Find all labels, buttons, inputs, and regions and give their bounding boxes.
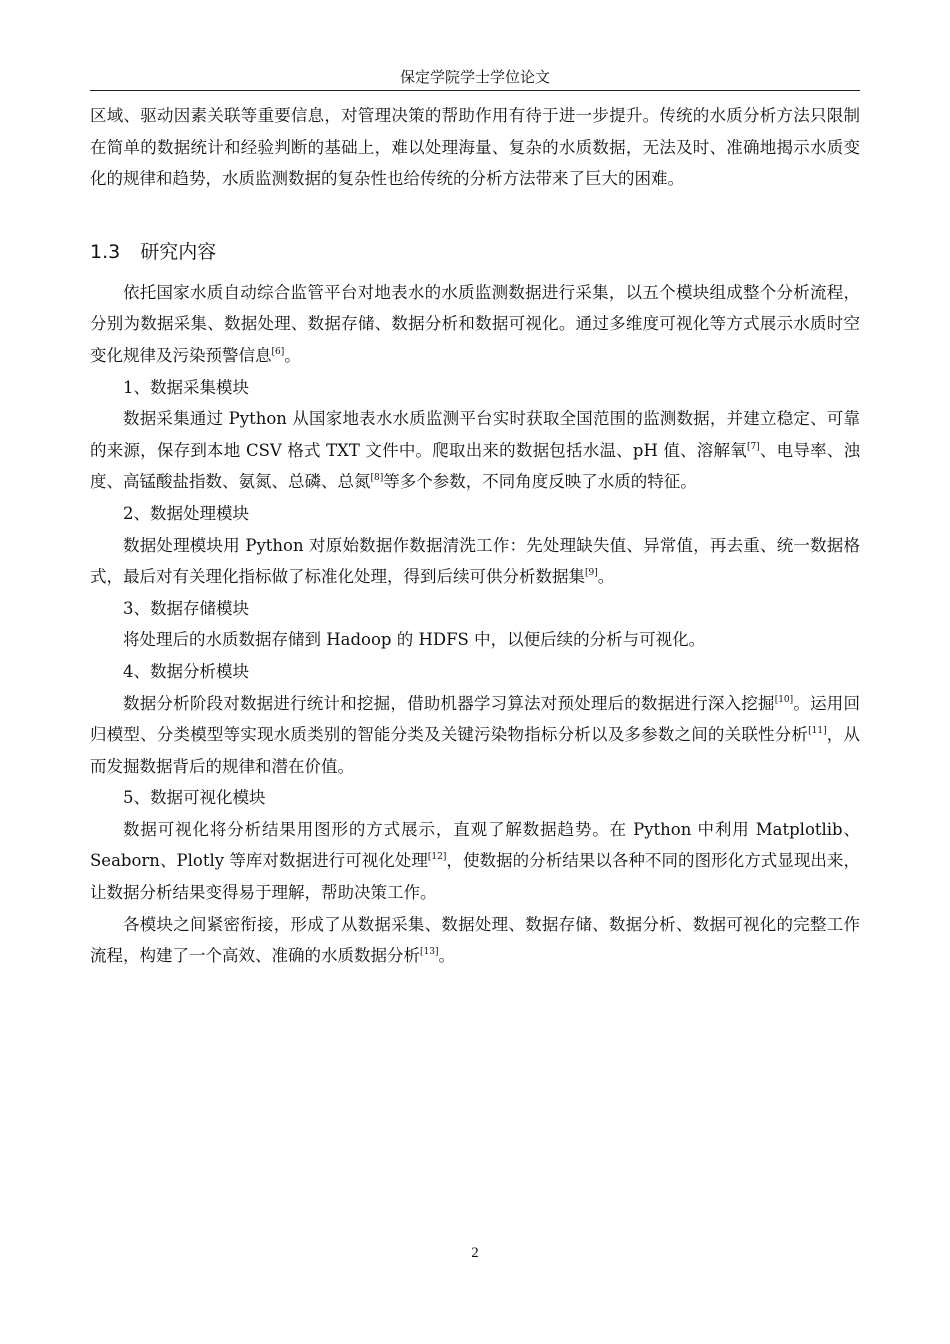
punctuation: 。 bbox=[284, 345, 301, 365]
paragraph-text: 依托国家水质自动综合监管平台对地表水的水质监测数据进行采集，以五个模块组成整个分析流程，分别为数据采集、数据处理、数据存储、数据分析和数据可视化。通过多维度可视化等方式展示水质时空变化规律及污染预警信息 bbox=[90, 282, 860, 365]
intro-paragraph bbox=[90, 277, 860, 372]
section-number: 1.3 bbox=[90, 240, 121, 263]
page-number: 2 bbox=[471, 1245, 479, 1261]
closing-paragraph bbox=[90, 909, 860, 972]
module-1-paragraph bbox=[90, 403, 860, 498]
citation: [7] bbox=[746, 441, 760, 452]
paragraph-text: 将处理后的水质数据存储到 Hadoop 的 HDFS 中，以便后续的分析与可视化。 bbox=[123, 630, 706, 650]
paragraph-text: ，使数据的分析结果以各种不同的图形化方式显现出来，让数据分析结果变得易于理解，帮助决策工作。 bbox=[90, 851, 861, 903]
body-text bbox=[90, 100, 860, 972]
paragraph-text: 数据可视化将分析结果用图形的方式展示，直观了解数据趋势。在 Python 中利用 Matplotlib、Seaborn、Plotly 等库对数据进行可视化处理 bbox=[90, 819, 860, 871]
punctuation: 。 bbox=[438, 946, 455, 966]
paragraph-text: 区域、驱动因素关联等重要信息，对管理决策的帮助作用有待于进一步提升。传统的水质分析方法只限制在简单的数据统计和经验判断的基础上，难以处理海量、复杂的水质数据，无法及时、准确地揭示水质变化的规律和趋势，水质监测数据的复杂性也给传统的分析方法带来了巨大的困难。 bbox=[90, 106, 860, 189]
citation: [9] bbox=[585, 568, 598, 579]
paragraph-continued bbox=[90, 100, 860, 195]
module-3-paragraph bbox=[90, 624, 860, 656]
module-3-title: 3、数据存储模块 bbox=[123, 598, 249, 618]
paragraph-text: 各模块之间紧密衔接，形成了从数据采集、数据处理、数据存储、数据分析、数据可视化的完整工作流程，构建了一个高效、准确的水质数据分析 bbox=[90, 914, 860, 966]
module-5-title: 5、数据可视化模块 bbox=[123, 788, 266, 808]
module-4-paragraph bbox=[90, 688, 860, 783]
section-heading bbox=[90, 227, 860, 277]
module-2-title: 2、数据处理模块 bbox=[123, 503, 249, 523]
module-4-title: 4、数据分析模块 bbox=[123, 661, 249, 681]
citation: [13] bbox=[420, 947, 439, 958]
module-5-paragraph bbox=[90, 814, 860, 909]
citation: [12] bbox=[427, 852, 447, 863]
citation: [10] bbox=[774, 694, 794, 705]
citation: [6] bbox=[271, 346, 285, 357]
section-title: 研究内容 bbox=[140, 240, 217, 263]
paragraph-text: 等多个参数，不同角度反映了水质的特征。 bbox=[383, 472, 697, 492]
paragraph-text: 、电导率、浊度、高锰酸盐指数、氨氮、总磷、总氮 bbox=[90, 440, 861, 492]
paragraph-text: 数据处理模块用 Python 对原始数据作数据清洗工作：先处理缺失值、异常值，再去重、统一数据格式，最后对有关理化指标做了标准化处理，得到后续可供分析数据集 bbox=[90, 535, 860, 587]
punctuation: 。 bbox=[597, 567, 615, 587]
citation: [11] bbox=[808, 726, 827, 737]
running-header: 保定学院学士学位论文 bbox=[90, 66, 860, 91]
module-2-paragraph bbox=[90, 530, 860, 593]
module-1-title: 1、数据采集模块 bbox=[123, 377, 249, 397]
citation: [8] bbox=[370, 473, 384, 484]
paragraph-text: 。运用回归模型、分类模型等实现水质类别的智能分类及关键污染物指标分析以及多参数之间的关联性分析 bbox=[90, 693, 861, 745]
paragraph-text: ，从而发掘数据背后的规律和潜在价值。 bbox=[90, 725, 861, 776]
paragraph-text: 数据分析阶段对数据进行统计和挖掘，借助机器学习算法对预处理后的数据进行深入挖掘 bbox=[123, 693, 775, 713]
paragraph-text: 数据采集通过 Python 从国家地表水水质监测平台实时获取全国范围的监测数据，并建立稳定、可靠的来源，保存到本地 CSV 格式 TXT 文件中。爬取出来的数据包括水温、pH 值、溶解氧 bbox=[90, 409, 860, 460]
